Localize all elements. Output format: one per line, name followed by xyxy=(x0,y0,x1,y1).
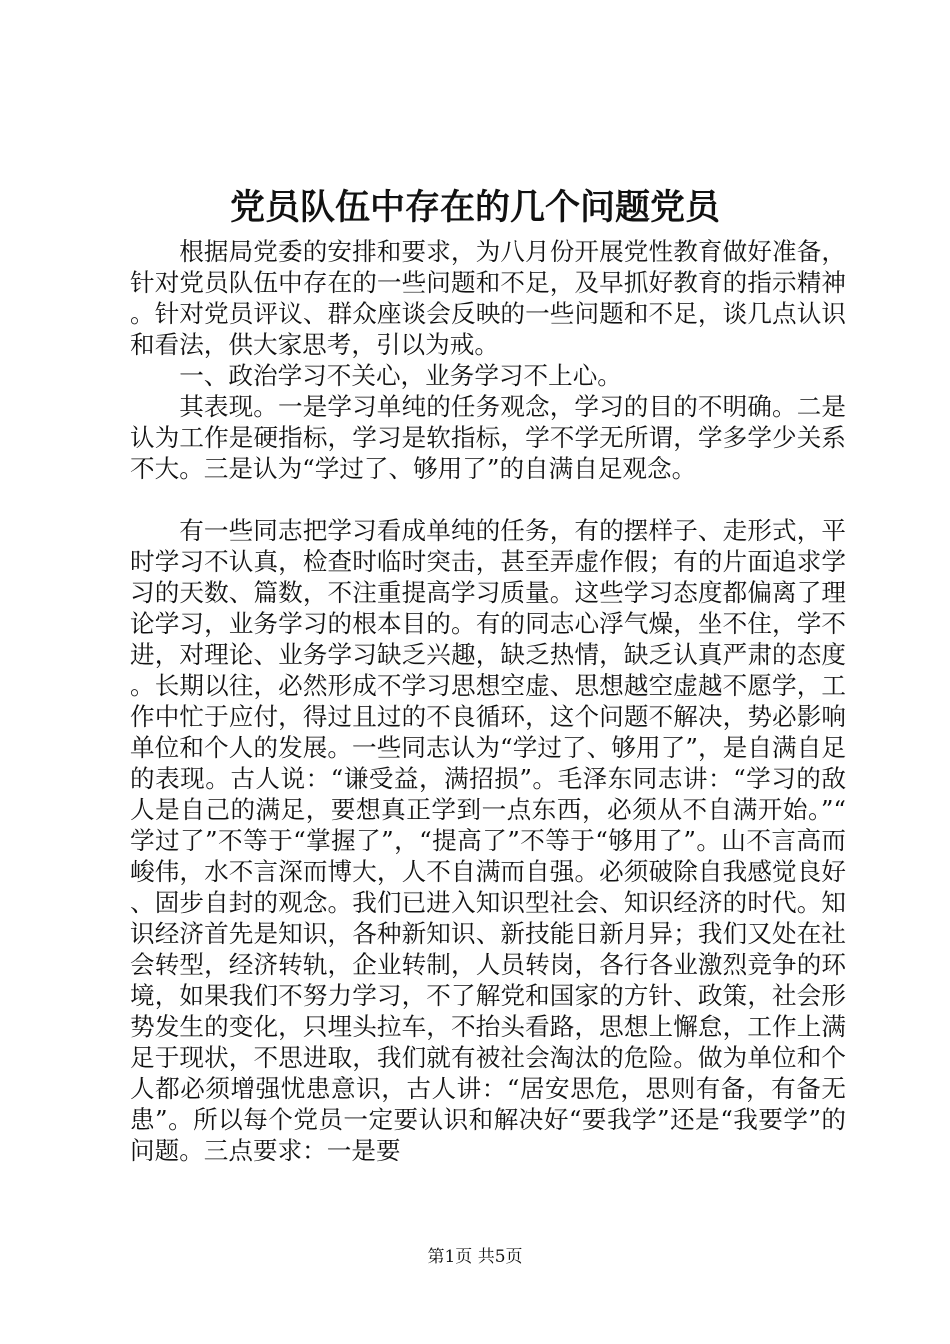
document-title: 党员队伍中存在的几个问题党员 xyxy=(229,187,720,228)
paragraph-intro: 根据局党委的安排和要求，为八月份开展党性教育做好准备，针对党员队伍中存在的一些问题和不足，及早抓好教育的指示精神。针对党员评议、群众座谈会反映的一些问题和不足，谈几点认识和看法，供大家思考，引以为戒。 xyxy=(130,237,846,359)
document-body xyxy=(130,236,846,1166)
paragraph-discussion: 有一些同志把学习看成单纯的任务，有的摆样子、走形式，平时学习不认真，检查时临时突击，甚至弄虚作假；有的片面追求学习的天数、篇数，不注重提高学习质量。这些学习态度都偏离了理论学习，业务学习的根本目的。有的同志心浮气燥，坐不住，学不进，对理论、业务学习缺乏兴趣，缺乏热情，缺乏认真严肃的态度。长期以往，必然形成不学习思想空虚、思想越空虚越不愿学，工作中忙于应付，得过且过的不良循环，这个问题不解决，势必影响单位和个人的发展。一些同志认为“学过了、够用了”，是自满自足的表现。古人说：“谦受益，满招损”。毛泽东同志讲：“学习的敌人是自己的满足，要想真正学到一点东西，必须从不自满开始。”“学过了”不等于“掌握了”，“提高了”不等于“够用了”。山不言高而峻伟，水不言深而博大，人不自满而自强。必须破除自我感觉良好、固步自封的观念。我们已进入知识型社会、知识经济的时代。知识经济首先是知识，各种新知识、新技能日新月异；我们又处在社会转型，经济转轨，企业转制，人员转岗，各行各业激烈竞争的环境，如果我们不努力学习，不了解党和国家的方针、政策，社会形势发生的变化，只埋头拉车，不抬头看路，思想上懈怠，工作上满足于现状，不思进取，我们就有被社会淘汰的危险。做为单位和个人都必须增强忧患意识，古人讲：“居安思危，思则有备，有备无患”。所以每个党员一定要认识和解决好“要我学”还是“我要学”的问题。三点要求：一是要 xyxy=(130,516,846,1165)
paragraph-manifestation: 其表现。一是学习单纯的任务观念，学习的目的不明确。二是认为工作是硬指标，学习是软指标，学不学无所谓，学多学少关系不大。三是认为“学过了、够用了”的自满自足观念。 xyxy=(130,392,846,483)
page-number: 第1页 共5页 xyxy=(427,1247,523,1267)
paragraph-section-heading: 一、政治学习不关心，业务学习不上心。 xyxy=(179,361,622,390)
